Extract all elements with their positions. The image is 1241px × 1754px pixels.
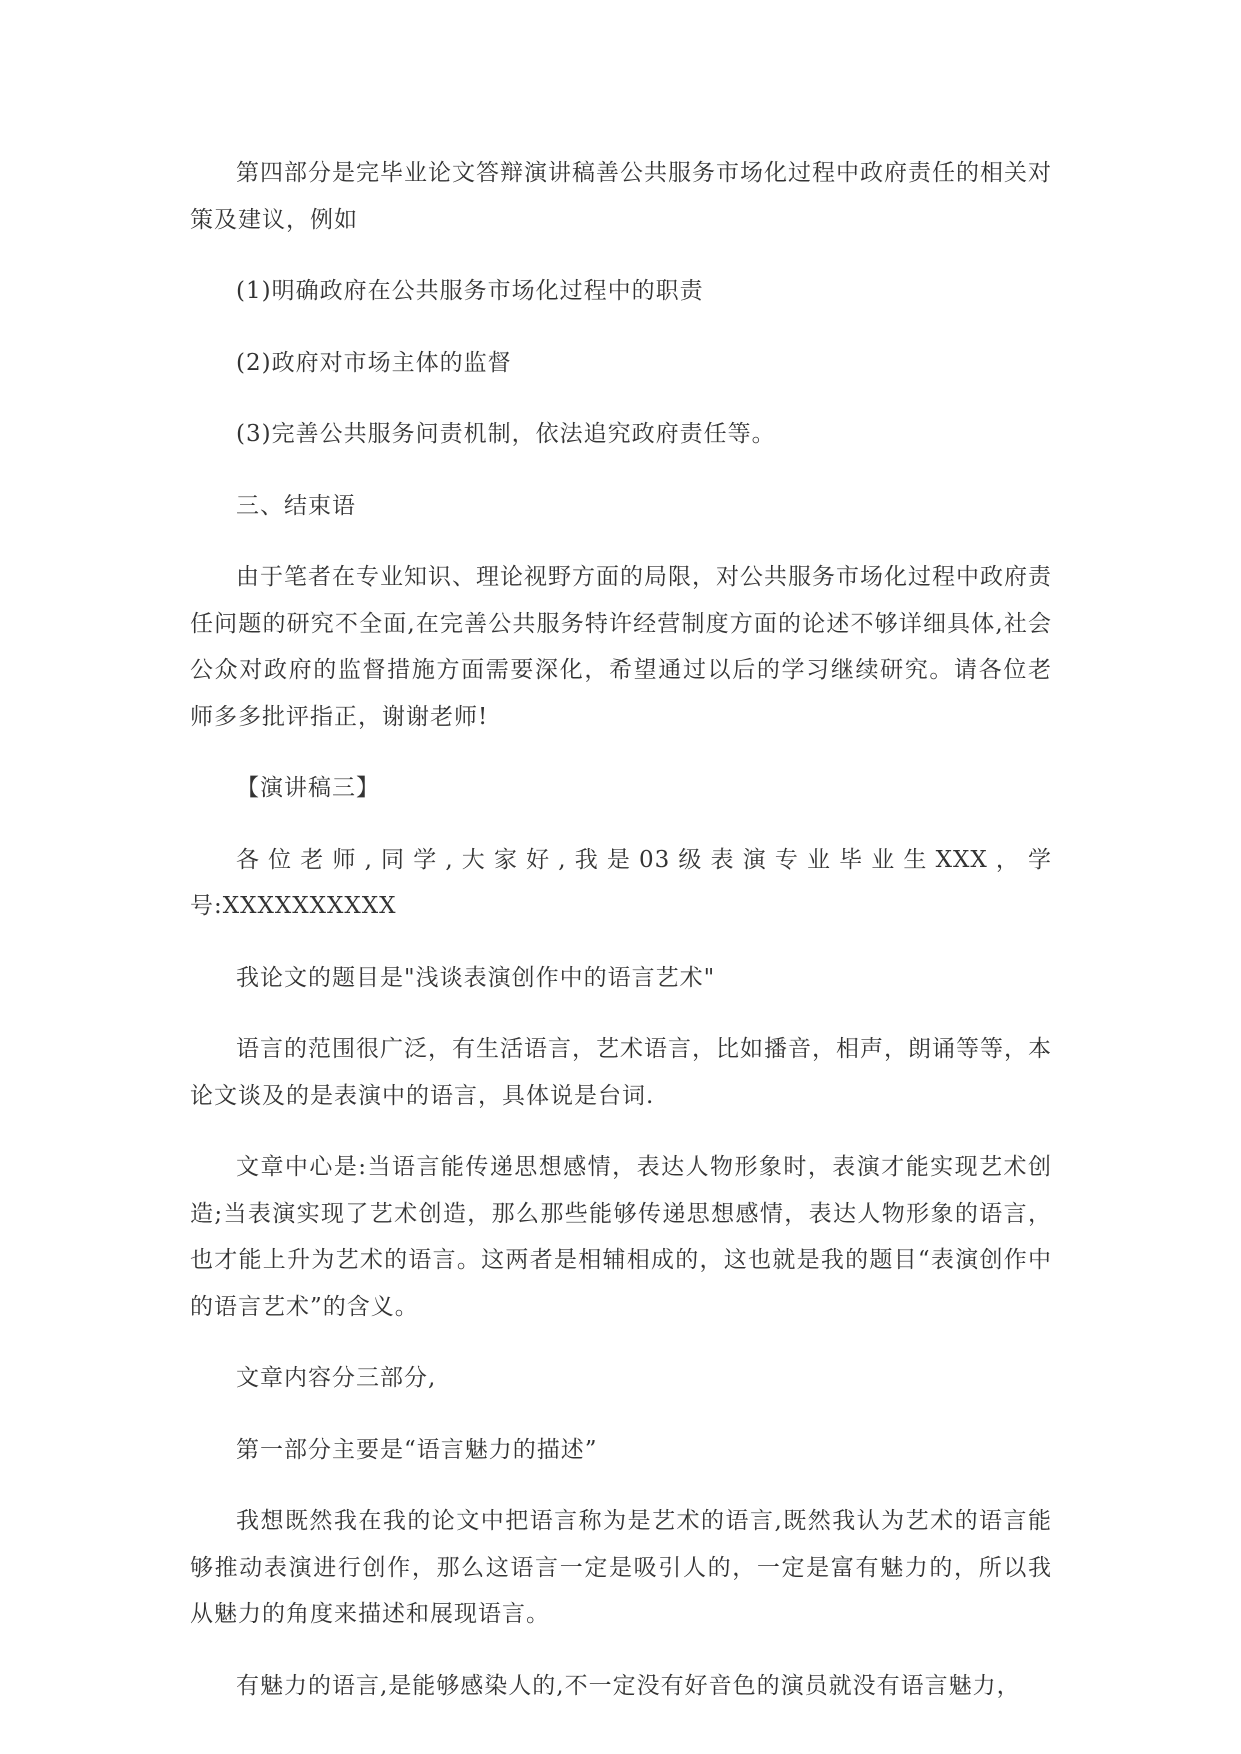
list-item-3: (3)完善公共服务问责机制，依法追究政府责任等。 — [236, 421, 776, 447]
paragraph-article-center: 文章中心是:当语言能传递思想感情，表达人物形象时，表演才能实现艺术创造;当表演实现了艺术创造，那么那些能够传递思想感情，表达人物形象的语言，也才能上升为艺术的语言。这两者是相辅相成的，这也就是我的题目“表演创作中的语言艺术”的含义。 — [190, 1154, 1052, 1320]
section-heading-conclusion: 三、结束语 — [236, 492, 356, 519]
paragraph-part-four: 第四部分是完毕业论文答辩演讲稿善公共服务市场化过程中政府责任的相关对策及建议，例如 — [190, 160, 1052, 233]
paragraph-language-scope: 语言的范围很广泛，有生活语言，艺术语言，比如播音，相声，朗诵等等，本论文谈及的是表演中的语言，具体说是台词. — [190, 1036, 1052, 1109]
paragraph-greeting: 各位老师,同学,大家好,我是03级表演专业毕业生XXX，学号:XXXXXXXXXX — [190, 846, 1052, 919]
paragraph-charm-voice: 有魅力的语言,是能够感染人的,不一定没有好音色的演员就没有语言魅力， — [236, 1672, 1021, 1699]
list-item-2: (2)政府对市场主体的监督 — [236, 349, 512, 376]
document-page — [190, 150, 1052, 1709]
list-item-1: (1)明确政府在公共服务市场化过程中的职责 — [236, 278, 704, 304]
paragraph-charm-description: 我想既然我在我的论文中把语言称为是艺术的语言,既然我认为艺术的语言能够推动表演进行创作，那么这语言一定是吸引人的，一定是富有魅力的，所以我从魅力的角度来描述和展现语言。 — [190, 1508, 1052, 1627]
paragraph-thesis-title: 我论文的题目是"浅谈表演创作中的语言艺术" — [236, 964, 716, 991]
paragraph-part-one: 第一部分主要是“语言魅力的描述” — [236, 1436, 598, 1463]
speech-three-heading: 【演讲稿三】 — [236, 775, 380, 801]
paragraph-conclusion: 由于笔者在专业知识、理论视野方面的局限，对公共服务市场化过程中政府责任问题的研究不全面,在完善公共服务特许经营制度方面的论述不够详细具体,社会公众对政府的监督措施方面需要深化，希望通过以后的学习继续研究。请各位老师多多批评指正，谢谢老师! — [190, 564, 1052, 730]
paragraph-content-parts: 文章内容分三部分, — [236, 1365, 437, 1391]
